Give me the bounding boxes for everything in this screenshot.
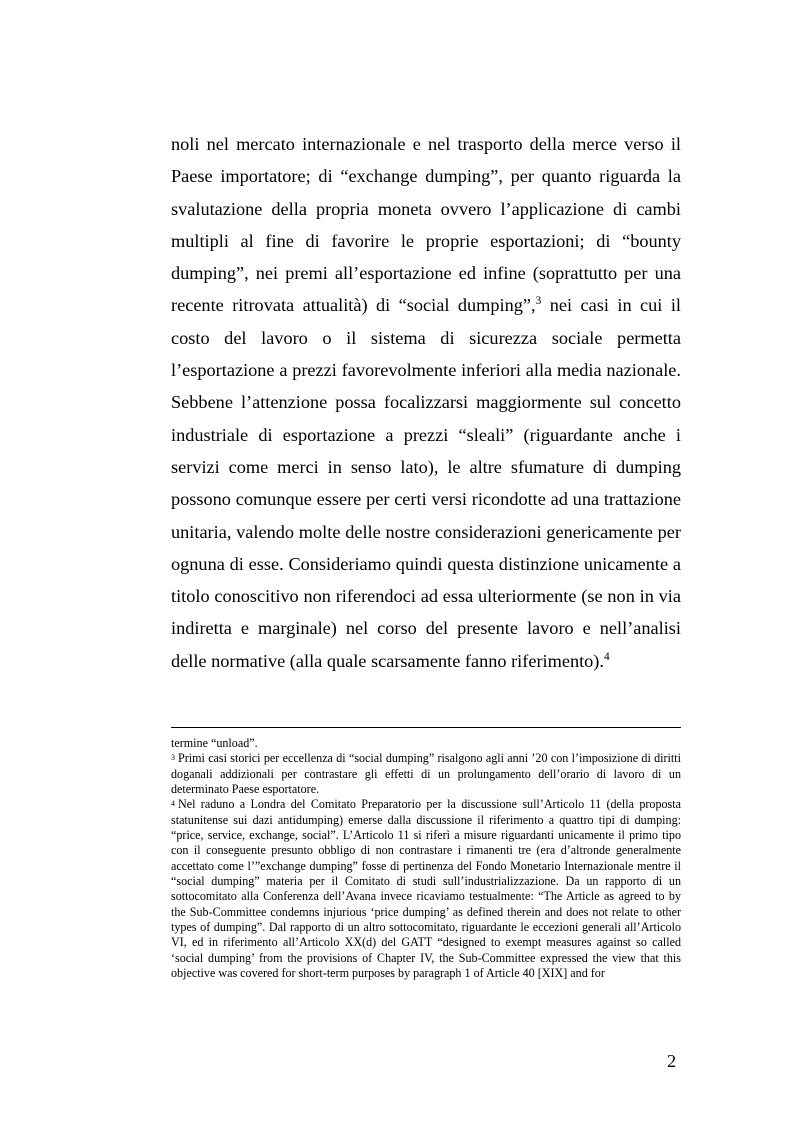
footnote-continuation: termine “unload”. (171, 736, 258, 750)
footnote-3-text: Primi casi storici per eccellenza di “social dumping” risalgono agli anni ’20 con l’imposizione di diritti doganali addizionali per contrastare gli effetti di un prolungamento dell’orario di lavoro di un determinato Paese esportatore. (171, 751, 681, 797)
body-text-part-1: noli nel mercato internazionale e nel trasporto della merce verso il Paese importatore; di “exchange dumping”, per quanto riguarda la svalutazione della propria moneta ovvero l’applicazione di cambi multipli al fine di favorire le proprie esportazioni; di “bounty dumping”, nei premi all’esportazione ed infine (soprattutto per una recente ritrovata attualità) di “social dumping”, (171, 134, 681, 316)
footnote-3 (171, 751, 681, 797)
footnote-ref-3[interactable]: 3 (535, 295, 542, 308)
footnotes-section (171, 736, 681, 982)
footnote-3-number: 3 (171, 753, 175, 763)
body-text-part-2: nei casi in cui il costo del lavoro o il sistema di sicurezza sociale permetta l’esportazione a prezzi favorevolmente inferiori alla media nazionale. Sebbene l’attenzione possa focalizzarsi maggiormente sul concetto industriale di esportazione a prezzi “sleali” (riguardante anche i servizi come merci in senso lato), le altre sfumature di dumping possono comunque essere per certi versi ricondotte ad una trattazione unitaria, valendo molte delle nostre considerazioni genericamente per ognuna di esse. Consideriamo quindi questa distinzione unicamente a titolo conoscitivo non riferendoci ad essa ulteriormente (se non in via indiretta e marginale) nel corso del presente lavoro e nell’analisi delle normative (alla quale scarsamente fanno riferimento). (171, 295, 681, 671)
footnote-4-text: Nel raduno a Londra del Comitato Preparatorio per la discussione sull’Articolo 11 (della proposta statunitense sui dazi antidumping) emerse dalla discussione il riferimento a quattro tipi di dumping: “price, service, exchange, social”. L’Articolo 11 si riferì a misure riguardanti unicamente il primo tipo con il conseguente presunto obbligo di non contrastare i rimanenti tre (era d’altronde generalmente accettato come l’”exchange dumping” fosse di pertinenza del Fondo Monetario Internazionale mentre il “social dumping” materia per il Comitato di studi sull’industrializzazione. Da un rapporto di un sottocomitato alla Conferenza dell’Avana invece ricaviamo testualmente: “The Article as agreed to by the Sub-Committee condemns injurious ‘price dumping’ as defined therein and does not relate to other types of dumping”. Dal rapporto di un altro sottocomitato, riguardante le eccezioni generali all’Articolo VI, ed in riferimento all’Articolo XX(d) del GATT “designed to exempt measures against so called ‘social dumping’ from the provisions of Chapter IV, the Sub-Committee expressed the view that this objective was covered for short-term purposes by paragraph 1 of Article 40 [XIX] and for (171, 797, 681, 981)
body-paragraph (171, 128, 681, 677)
footnote-separator (171, 727, 681, 728)
footnote-ref-4[interactable]: 4 (603, 650, 610, 663)
page-number: 2 (667, 1051, 677, 1071)
footnote-4-number: 4 (171, 799, 175, 809)
footnote-4 (171, 797, 681, 981)
